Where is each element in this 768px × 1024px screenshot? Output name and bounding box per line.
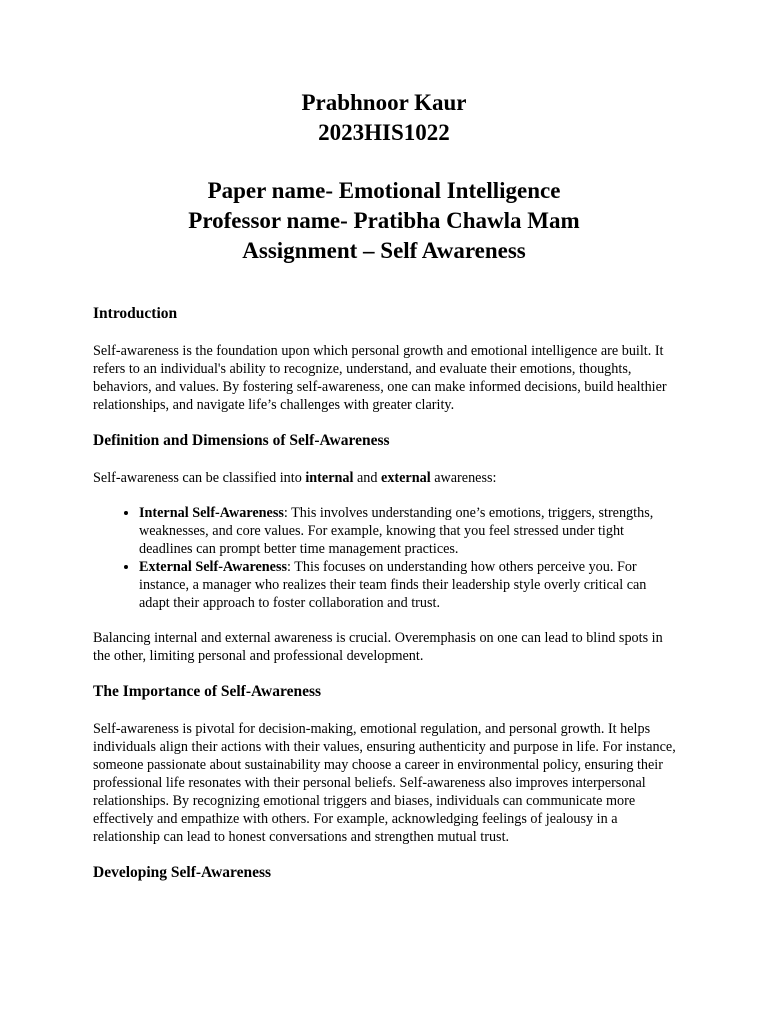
introduction-paragraph: Self-awareness is the foundation upon which personal growth and emotional intelligence are built. It refers to an individual's ability to recognize, understand, and evaluate their emotions, thoughts, behaviors, and values. By fostering self-awareness, one can make informed decisions, build healthier relationships, and navigate life’s challenges with greater clarity.	[93, 343, 667, 413]
roll-number: 2023HIS1022	[318, 120, 450, 145]
definition-heading: Definition and Dimensions of Self-Awareness	[93, 432, 390, 449]
paper-info-block	[0, 176, 768, 266]
definition-intro-mid: and	[353, 470, 382, 486]
definition-intro-after: awareness:	[430, 470, 497, 486]
definition-intro-before: Self-awareness can be classified into	[93, 470, 306, 486]
document-body	[93, 304, 678, 901]
importance-paragraph: Self-awareness is pivotal for decision-making, emotional regulation, and personal growth. It helps individuals align their actions with their values, ensuring authenticity and purpose in life. For instance, someone passionate about sustainability may choose a career in environmental policy, ensuring their professional life resonates with their personal beliefs. Self-awareness also improves interpersonal relationships. By recognizing emotional triggers and biases, individuals can communicate more effectively and empathize with others. For example, acknowledging feelings of jealousy in a relationship can lead to honest conversations and strengthen mutual trust.	[93, 721, 676, 845]
list-item	[139, 504, 678, 558]
author-name: Prabhnoor Kaur	[301, 90, 467, 115]
list-item	[139, 558, 678, 612]
developing-heading: Developing Self-Awareness	[93, 864, 272, 881]
definition-intro	[93, 469, 678, 487]
introduction-heading: Introduction	[93, 305, 178, 322]
bullet-term: External Self-Awareness	[139, 559, 288, 575]
professor-name: Professor name- Pratibha Chawla Mam	[188, 208, 580, 233]
author-block	[0, 88, 768, 148]
definition-intro-external: external	[381, 470, 431, 486]
bullet-term: Internal Self-Awareness	[139, 505, 284, 521]
definition-intro-internal: internal	[305, 470, 354, 486]
paper-name: Paper name- Emotional Intelligence	[207, 178, 561, 203]
importance-heading: The Importance of Self-Awareness	[93, 683, 322, 700]
assignment-title: Assignment – Self Awareness	[242, 238, 526, 263]
awareness-bullet-list	[93, 504, 678, 612]
bullet-text: : This involves understanding one’s emotions, triggers, strengths, weaknesses, and core values. For example, knowing that you feel stressed under tight deadlines can prompt better time management practices.	[139, 505, 654, 557]
definition-closing: Balancing internal and external awareness is crucial. Overemphasis on one can lead to blind spots in the other, limiting personal and professional development.	[93, 630, 663, 664]
bullet-text: : This focuses on understanding how others perceive you. For instance, a manager who realizes their team finds their leadership style overly critical can adapt their approach to foster collaboration and trust.	[139, 559, 647, 611]
